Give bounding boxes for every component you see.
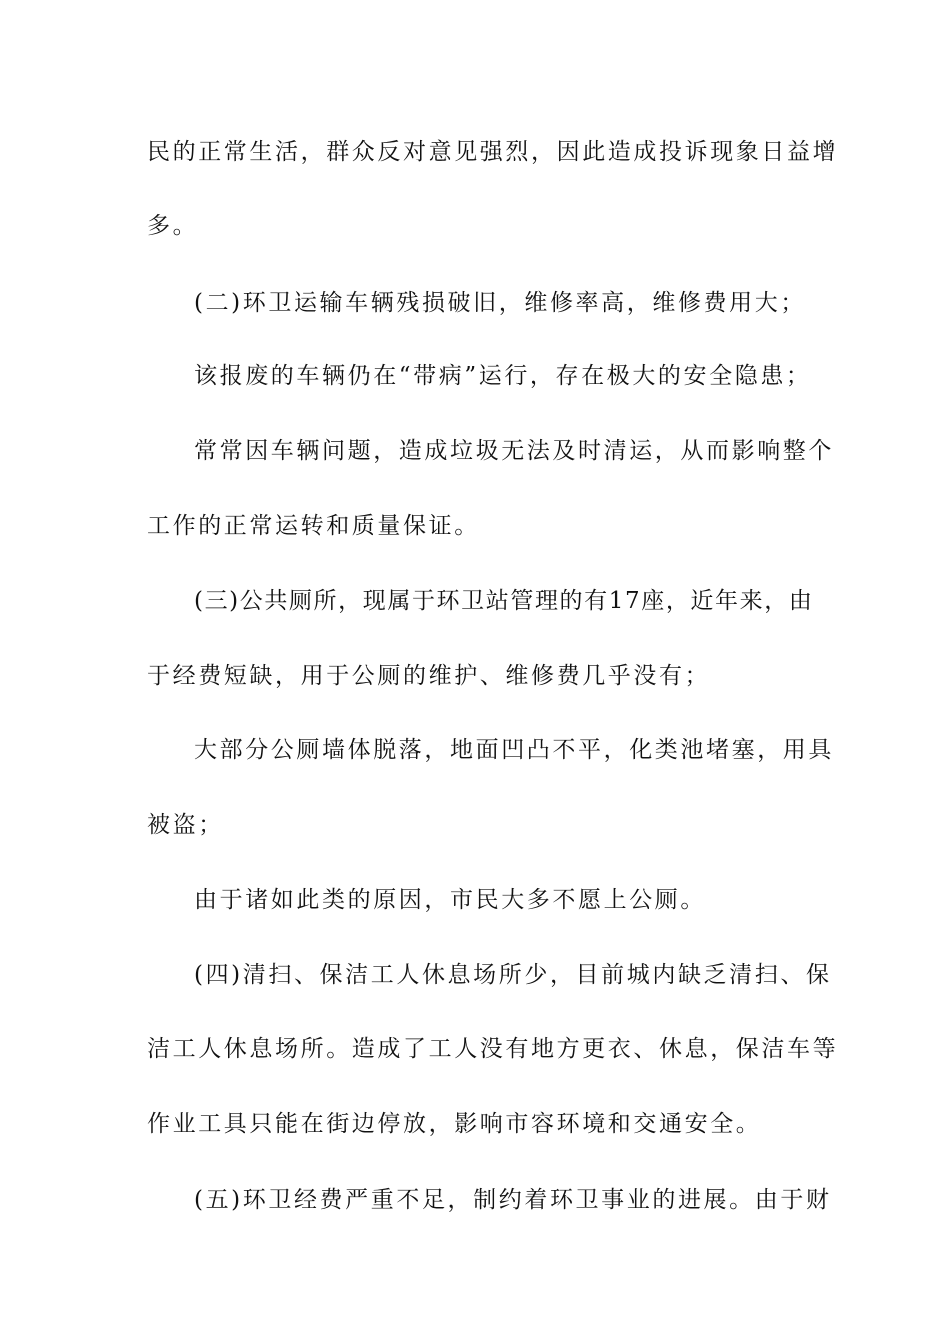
text-line: 常常因车辆问题，造成垃圾无法及时清运，从而影响整个 <box>194 438 834 464</box>
text-line: (三)公共厕所，现属于环卫站管理的有17座，近年来，由 <box>194 588 814 614</box>
text-line: 多。 <box>147 213 199 239</box>
text-line: 大部分公厕墙体脱落，地面凹凸不平，化类池堵塞，用具 <box>194 737 834 763</box>
text-line: (二)环卫运输车辆残损破旧，维修率高，维修费用大； <box>194 290 806 316</box>
text-line: 作业工具只能在街边停放，影响市容环境和交通安全。 <box>147 1111 762 1137</box>
text-line: 于经费短缺，用于公厕的维护、维修费几乎没有； <box>147 663 711 689</box>
text-line: 被盗； <box>147 812 224 838</box>
text-line: 洁工人休息场所。造成了工人没有地方更衣、休息，保洁车等 <box>147 1036 839 1062</box>
text-line: (四)清扫、保洁工人休息场所少，目前城内缺乏清扫、保 <box>194 962 832 988</box>
text-line: (五)环卫经费严重不足，制约着环卫事业的进展。由于财 <box>194 1187 832 1213</box>
text-line: 工作的正常运转和质量保证。 <box>147 513 480 539</box>
text-line: 该报废的车辆仍在“带病”运行，存在极大的安全隐患； <box>194 363 812 389</box>
text-line: 民的正常生活，群众反对意见强烈，因此造成投诉现象日益增 <box>147 139 839 165</box>
text-line: 由于诸如此类的原因，市民大多不愿上公厕。 <box>194 887 706 913</box>
